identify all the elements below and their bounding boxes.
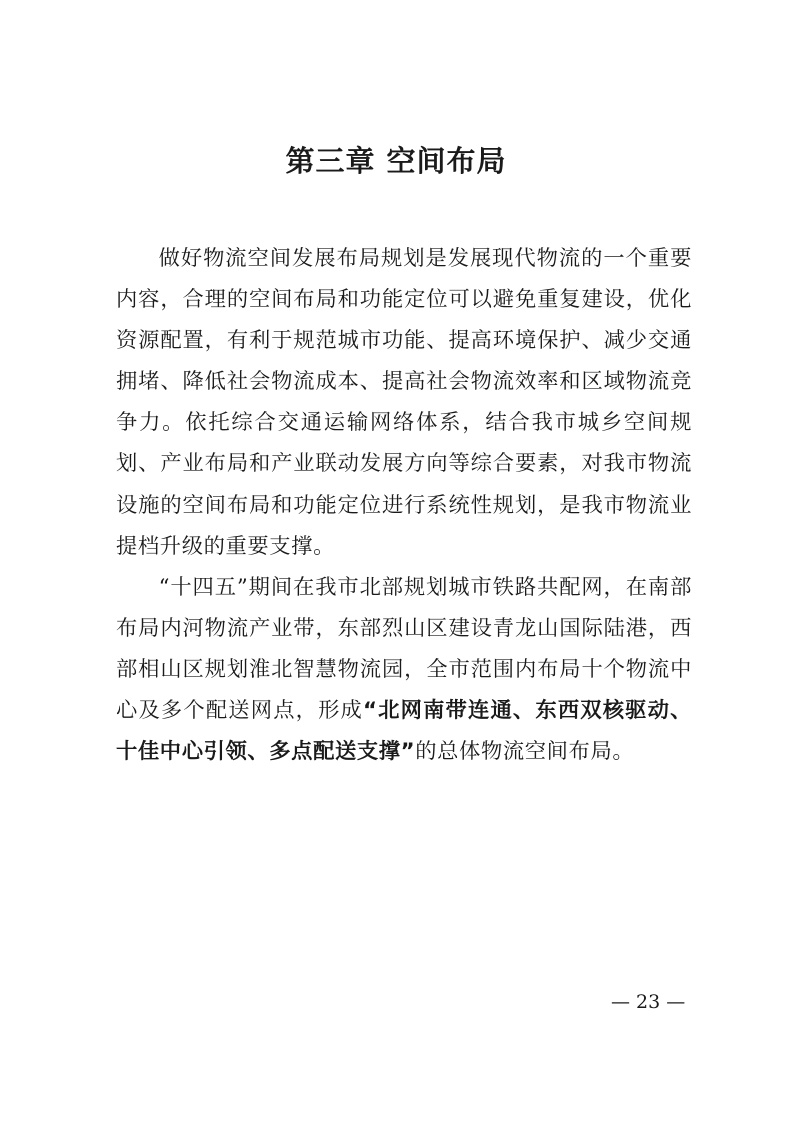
paragraph-2-emphasis: “北网南带连通、东西双核驱动、十佳中心引领、多点配送支撑” [116,698,692,765]
chapter-title: 第三章 空间布局 [285,144,507,178]
body-text [116,238,692,772]
paragraph-2-tail: 的总体物流空间布局。 [415,739,635,765]
paragraph-2-lead: “十四五”期间在我市北部规划城市铁路共配网，在南部布局内河物流产业带，东部烈山区建设青龙山国际陆港，西部相山区规划淮北智慧物流园，全市范围内布局十个物流中心及多个配送网点，形成 [116,574,692,724]
paragraph-2 [116,567,692,772]
paragraph-1: 做好物流空间发展布局规划是发展现代物流的一个重要内容，合理的空间布局和功能定位可以避免重复建设，优化资源配置，有利于规范城市功能、提高环境保护、减少交通拥堵、降低社会物流成本、提高社会物流效率和区域物流竞争力。依托综合交通运输网络体系，结合我市城乡空间规划、产业布局和产业联动发展方向等综合要素，对我市物流设施的空间布局和功能定位进行系统性规划，是我市物流业提档升级的重要支撑。 [116,246,692,559]
page-number: — 23 — [611,991,686,1013]
